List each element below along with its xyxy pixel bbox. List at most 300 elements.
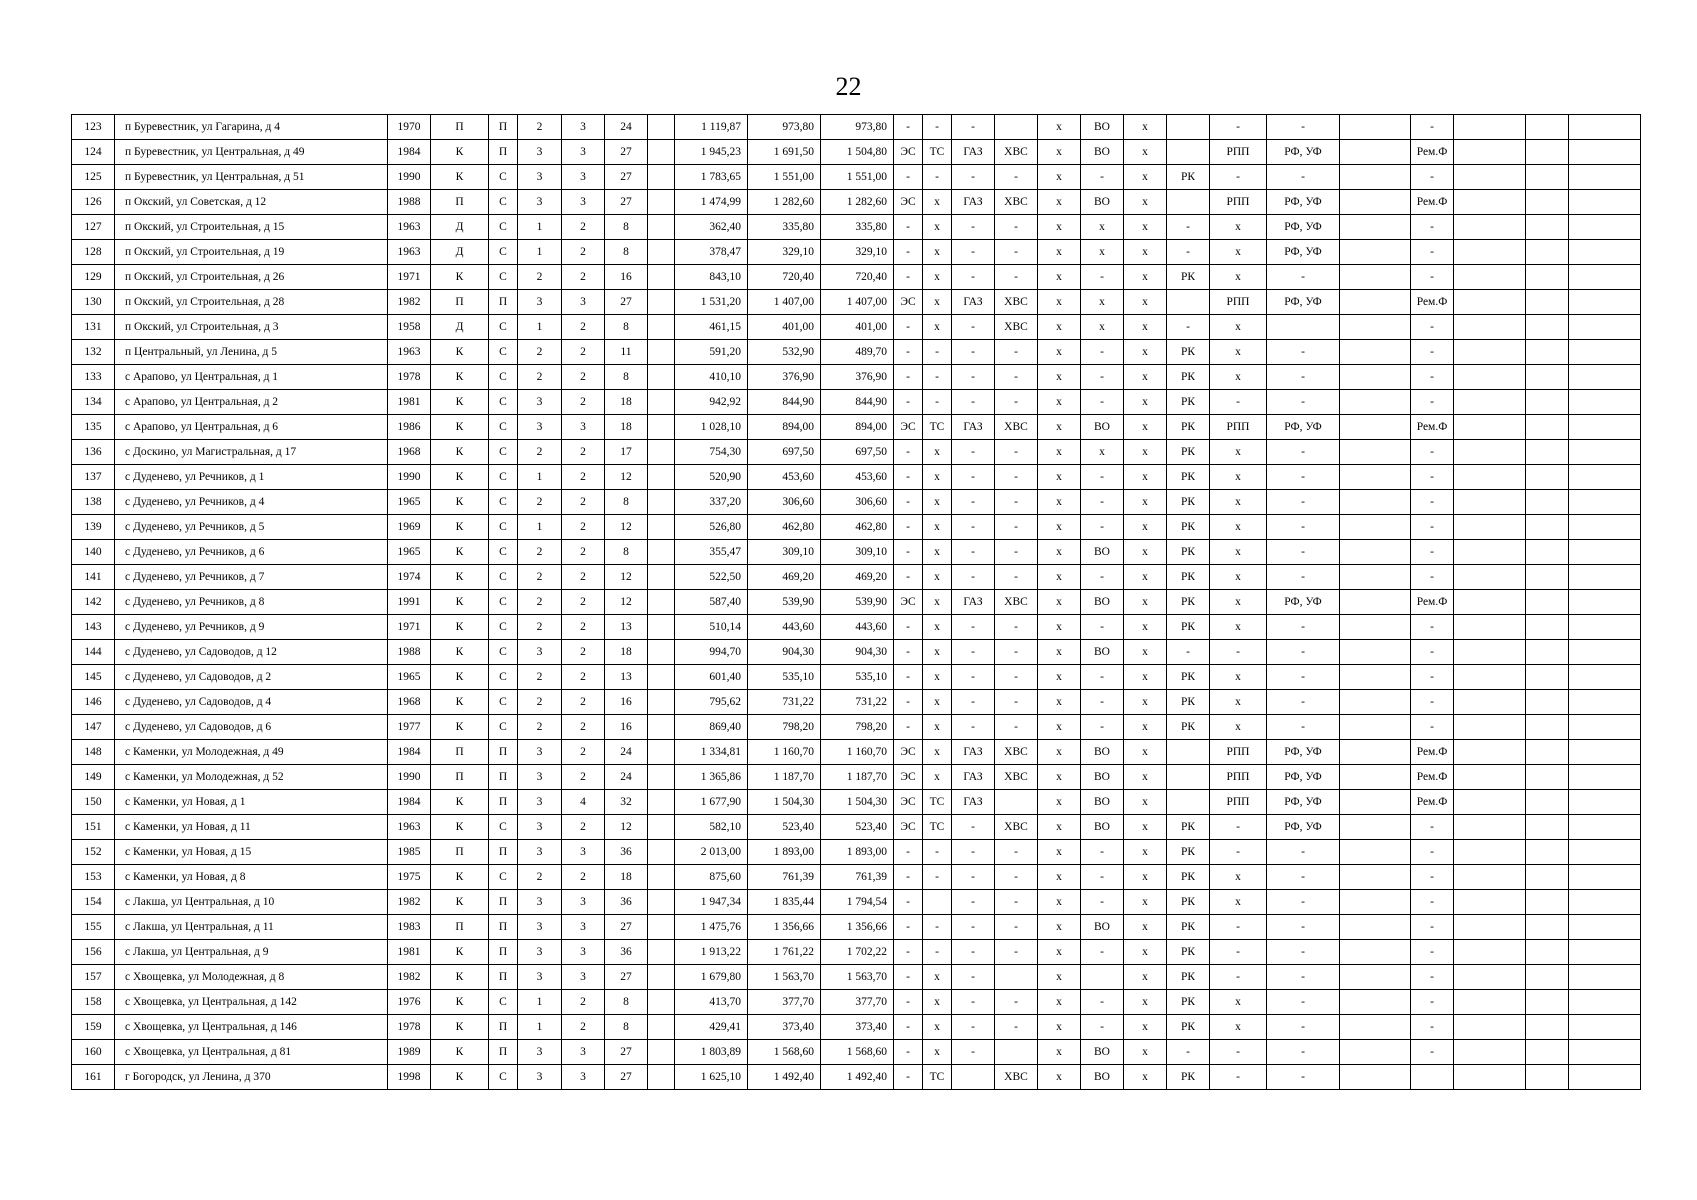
table-cell: - [894,915,923,940]
table-cell: РК [1167,940,1210,965]
table-cell: х [923,565,952,590]
table-cell [648,940,675,965]
table-cell [1526,315,1569,340]
table-cell: К [431,865,489,890]
table-cell: 1 568,60 [821,1040,894,1065]
table-cell: 1 407,00 [821,290,894,315]
table-cell: - [894,1040,923,1065]
table-cell [1340,690,1411,715]
table-cell: - [1267,340,1340,365]
table-cell: - [923,365,952,390]
table-cell: 1 492,40 [821,1065,894,1090]
table-cell: РК [1167,865,1210,890]
table-cell: 8 [605,1015,648,1040]
table-cell: ХВС [995,740,1038,765]
table-cell: Рем.Ф [1411,190,1454,215]
table-cell: 8 [605,490,648,515]
table-cell: х [1081,315,1124,340]
table-cell: 3 [562,915,605,940]
table-cell: - [952,715,995,740]
table-cell: - [952,640,995,665]
table-cell: - [1411,640,1454,665]
table-cell: - [995,265,1038,290]
table-cell: - [1267,390,1340,415]
table-cell: х [1124,890,1167,915]
table-cell: х [1210,890,1267,915]
table-row [72,165,1641,190]
table-cell [648,815,675,840]
table-cell: - [1267,115,1340,140]
table-cell [1340,465,1411,490]
table-cell [1340,315,1411,340]
table-cell: 8 [605,365,648,390]
table-cell: - [952,490,995,515]
table-cell: - [1167,640,1210,665]
table-cell [923,890,952,915]
table-cell [1167,290,1210,315]
table-cell [1167,790,1210,815]
table-cell: - [1267,915,1340,940]
table-cell: - [1267,365,1340,390]
table-cell: - [894,1065,923,1090]
table-cell: 1970 [388,115,431,140]
table-cell: х [1124,815,1167,840]
table-cell: РПП [1210,140,1267,165]
table-cell [1526,690,1569,715]
table-cell: х [923,490,952,515]
row-number-cell: 129 [72,265,115,290]
table-cell: РФ, УФ [1267,740,1340,765]
address-cell: с Каменки, ул Молодежная, д 49 [115,740,388,765]
table-cell: 1 187,70 [821,765,894,790]
table-cell: К [431,340,489,365]
table-cell: х [1038,965,1081,990]
table-cell [1569,540,1641,565]
table-row [72,515,1641,540]
table-cell: 2 [562,715,605,740]
table-cell: 461,15 [675,315,748,340]
table-row [72,215,1641,240]
table-cell: 1990 [388,165,431,190]
table-cell [648,315,675,340]
table-cell: ЭС [894,790,923,815]
table-cell: 523,40 [821,815,894,840]
table-cell: 1 504,30 [821,790,894,815]
table-cell: К [431,390,489,415]
table-cell: - [1210,940,1267,965]
table-row [72,590,1641,615]
table-cell [1167,115,1210,140]
table-cell: 720,40 [821,265,894,290]
row-number-cell: 155 [72,915,115,940]
table-cell: - [1411,840,1454,865]
address-cell: с Хвощевка, ул Центральная, д 146 [115,1015,388,1040]
table-cell: х [1124,365,1167,390]
table-cell: х [923,240,952,265]
table-cell: х [1038,465,1081,490]
table-cell: - [1411,340,1454,365]
table-cell: 329,10 [748,240,821,265]
table-cell: 377,70 [821,990,894,1015]
table-cell: - [952,1015,995,1040]
table-cell: х [1124,615,1167,640]
table-cell: С [489,590,518,615]
table-cell: 24 [605,740,648,765]
table-cell: - [1411,565,1454,590]
table-cell: - [995,665,1038,690]
table-cell: ТС [923,415,952,440]
table-cell [1526,590,1569,615]
table-cell [1454,765,1526,790]
table-cell: 8 [605,315,648,340]
table-cell [1526,790,1569,815]
table-cell: К [431,715,489,740]
table-cell: П [431,840,489,865]
table-cell [995,965,1038,990]
table-cell: х [1210,590,1267,615]
table-cell: 18 [605,640,648,665]
table-cell: х [1210,515,1267,540]
table-cell: х [1038,490,1081,515]
table-cell: 1 761,22 [748,940,821,965]
table-cell: - [995,690,1038,715]
table-cell [1569,715,1641,740]
table-cell: С [489,515,518,540]
table-cell: - [894,940,923,965]
table-cell [1526,290,1569,315]
table-cell [1569,115,1641,140]
table-cell [1340,665,1411,690]
table-cell: 2 [518,715,562,740]
table-cell: х [1124,490,1167,515]
table-cell [995,115,1038,140]
table-cell: х [1038,440,1081,465]
table-cell: - [995,365,1038,390]
table-cell: 1976 [388,990,431,1015]
table-cell: К [431,365,489,390]
table-cell: 1958 [388,315,431,340]
table-row [72,865,1641,890]
table-cell: х [1210,490,1267,515]
table-cell: П [489,115,518,140]
table-cell: х [1038,190,1081,215]
table-cell [1526,465,1569,490]
table-cell: - [995,390,1038,415]
table-cell: ВО [1081,640,1124,665]
table-cell: ГАЗ [952,190,995,215]
table-cell: 1 783,65 [675,165,748,190]
table-cell: 2 [518,440,562,465]
table-cell [648,765,675,790]
table-cell [1526,240,1569,265]
table-cell: 1 893,00 [821,840,894,865]
table-cell [1340,515,1411,540]
table-cell [1526,840,1569,865]
table-cell [1526,965,1569,990]
table-cell: х [1081,290,1124,315]
table-cell [1569,865,1641,890]
table-cell [1454,615,1526,640]
table-cell: х [1210,615,1267,640]
table-cell: - [995,840,1038,865]
table-cell: х [1124,240,1167,265]
table-cell [1340,1040,1411,1065]
table-cell: - [1210,115,1267,140]
table-cell: 16 [605,690,648,715]
table-cell: х [1038,165,1081,190]
table-cell [1526,615,1569,640]
table-cell: - [894,665,923,690]
table-cell: х [923,315,952,340]
table-cell: - [995,240,1038,265]
table-cell: РПП [1210,765,1267,790]
table-cell: х [1210,365,1267,390]
table-cell: 798,20 [821,715,894,740]
table-cell: 601,40 [675,665,748,690]
address-cell: с Лакша, ул Центральная, д 10 [115,890,388,915]
table-cell: РК [1167,590,1210,615]
row-number-cell: 148 [72,740,115,765]
table-cell [648,915,675,940]
table-cell [1454,340,1526,365]
table-cell: - [995,565,1038,590]
table-cell: х [1210,215,1267,240]
table-cell: - [1411,390,1454,415]
table-cell: 401,00 [748,315,821,340]
table-cell: РК [1167,840,1210,865]
table-cell [1340,540,1411,565]
table-cell: - [1411,690,1454,715]
table-cell: - [995,165,1038,190]
table-cell [1454,640,1526,665]
table-cell: - [995,490,1038,515]
address-cell: с Каменки, ул Новая, д 15 [115,840,388,865]
table-cell: РПП [1210,190,1267,215]
table-row [72,540,1641,565]
table-cell: х [923,1015,952,1040]
table-cell: 1 551,00 [748,165,821,190]
table-cell: х [1038,915,1081,940]
table-cell: х [1038,690,1081,715]
table-cell: 904,30 [821,640,894,665]
table-cell: 1 893,00 [748,840,821,865]
table-cell: С [489,415,518,440]
table-cell: С [489,865,518,890]
table-cell [1526,390,1569,415]
table-cell: 16 [605,715,648,740]
table-cell: 2 [562,865,605,890]
table-cell: 3 [518,290,562,315]
table-cell: 489,70 [821,340,894,365]
table-cell: - [1411,915,1454,940]
table-cell: С [489,615,518,640]
table-cell: - [952,465,995,490]
table-cell: - [1210,390,1267,415]
table-cell [1526,1040,1569,1065]
table-cell: 2 [562,440,605,465]
table-cell: ВО [1081,115,1124,140]
table-cell [1454,515,1526,540]
table-cell [1569,690,1641,715]
table-cell [1569,640,1641,665]
table-cell [1454,415,1526,440]
table-cell: 875,60 [675,865,748,890]
table-cell: - [894,540,923,565]
table-cell: 1981 [388,390,431,415]
table-cell [1167,140,1210,165]
table-cell: 3 [518,415,562,440]
table-cell [1526,190,1569,215]
table-cell: РК [1167,715,1210,740]
table-cell: П [489,1040,518,1065]
table-cell: К [431,1015,489,1040]
table-cell: ХВС [995,815,1038,840]
table-cell: - [1210,965,1267,990]
table-cell [1454,715,1526,740]
table-row [72,365,1641,390]
table-row [72,890,1641,915]
table-cell: 2 [562,815,605,840]
row-number-cell: 133 [72,365,115,390]
table-cell [648,565,675,590]
table-cell: 731,22 [748,690,821,715]
table-cell: - [1411,965,1454,990]
table-cell: х [1210,865,1267,890]
table-cell: 1988 [388,190,431,215]
table-cell: - [1411,215,1454,240]
table-cell: х [923,1040,952,1065]
address-cell: п Окский, ул Строительная, д 15 [115,215,388,240]
table-cell: РК [1167,1065,1210,1090]
table-cell: х [1038,390,1081,415]
table-cell: 27 [605,1040,648,1065]
table-cell: 1 407,00 [748,290,821,315]
table-cell: х [1038,265,1081,290]
table-cell [1454,440,1526,465]
table-cell: 469,20 [821,565,894,590]
table-cell: 1971 [388,615,431,640]
row-number-cell: 156 [72,940,115,965]
table-cell: х [1210,990,1267,1015]
table-row [72,640,1641,665]
table-cell: С [489,265,518,290]
table-cell: 1 551,00 [821,165,894,190]
table-cell: ЭС [894,290,923,315]
table-cell: 410,10 [675,365,748,390]
table-cell [1340,890,1411,915]
table-cell: РК [1167,915,1210,940]
table-cell: 2 [562,765,605,790]
table-cell [1526,115,1569,140]
table-row [72,290,1641,315]
table-cell: К [431,440,489,465]
table-cell [1454,665,1526,690]
table-cell: - [1081,265,1124,290]
table-cell: - [894,240,923,265]
table-row [72,740,1641,765]
table-cell: 1 504,80 [821,140,894,165]
table-cell: 2 [562,315,605,340]
table-cell [1526,265,1569,290]
table-cell: - [995,440,1038,465]
table-cell: С [489,365,518,390]
table-cell: 754,30 [675,440,748,465]
table-row [72,190,1641,215]
table-cell: ГАЗ [952,290,995,315]
table-cell: 1982 [388,965,431,990]
table-cell: - [1210,915,1267,940]
table-cell: - [1081,690,1124,715]
table-cell: - [1411,240,1454,265]
table-cell: 378,47 [675,240,748,265]
table-cell: 1 947,34 [675,890,748,915]
table-cell: - [1081,165,1124,190]
table-cell: - [1411,265,1454,290]
table-cell [1526,515,1569,540]
table-cell: РФ, УФ [1267,240,1340,265]
table-cell: - [952,1040,995,1065]
table-cell: 532,90 [748,340,821,365]
table-cell [1454,215,1526,240]
table-cell: х [1038,415,1081,440]
table-cell: - [1267,515,1340,540]
table-row [72,315,1641,340]
address-cell: с Дуденево, ул Садоводов, д 12 [115,640,388,665]
table-cell: х [1038,740,1081,765]
table-cell [1454,1040,1526,1065]
table-cell: 2 [562,215,605,240]
row-number-cell: 159 [72,1015,115,1040]
table-cell: х [1038,790,1081,815]
table-cell: х [1124,215,1167,240]
table-cell: П [489,940,518,965]
table-cell [1526,990,1569,1015]
address-cell: с Дуденево, ул Садоводов, д 4 [115,690,388,715]
table-cell: 3 [518,165,562,190]
table-cell: - [1411,615,1454,640]
table-cell: - [1081,515,1124,540]
table-cell [1340,415,1411,440]
table-cell: - [952,615,995,640]
address-cell: с Лакша, ул Центральная, д 11 [115,915,388,940]
table-cell: 591,20 [675,340,748,365]
table-cell: 1981 [388,940,431,965]
table-cell [1454,965,1526,990]
table-cell: РК [1167,515,1210,540]
table-cell: х [1124,940,1167,965]
table-cell: П [489,840,518,865]
table-cell: х [923,440,952,465]
table-cell: х [1124,690,1167,715]
table-cell: К [431,165,489,190]
table-cell [1569,315,1641,340]
table-cell [1569,790,1641,815]
table-cell: 1969 [388,515,431,540]
table-cell: 2 [518,865,562,890]
table-cell: х [1081,240,1124,265]
table-cell: х [1210,265,1267,290]
address-cell: с Дуденево, ул Речников, д 8 [115,590,388,615]
table-cell: - [1267,840,1340,865]
table-row [72,790,1641,815]
table-cell [1454,815,1526,840]
table-cell: х [1210,665,1267,690]
table-cell: х [1038,890,1081,915]
table-cell [648,1065,675,1090]
table-cell: 3 [562,415,605,440]
table-cell: 1984 [388,790,431,815]
table-cell: 2 [562,740,605,765]
